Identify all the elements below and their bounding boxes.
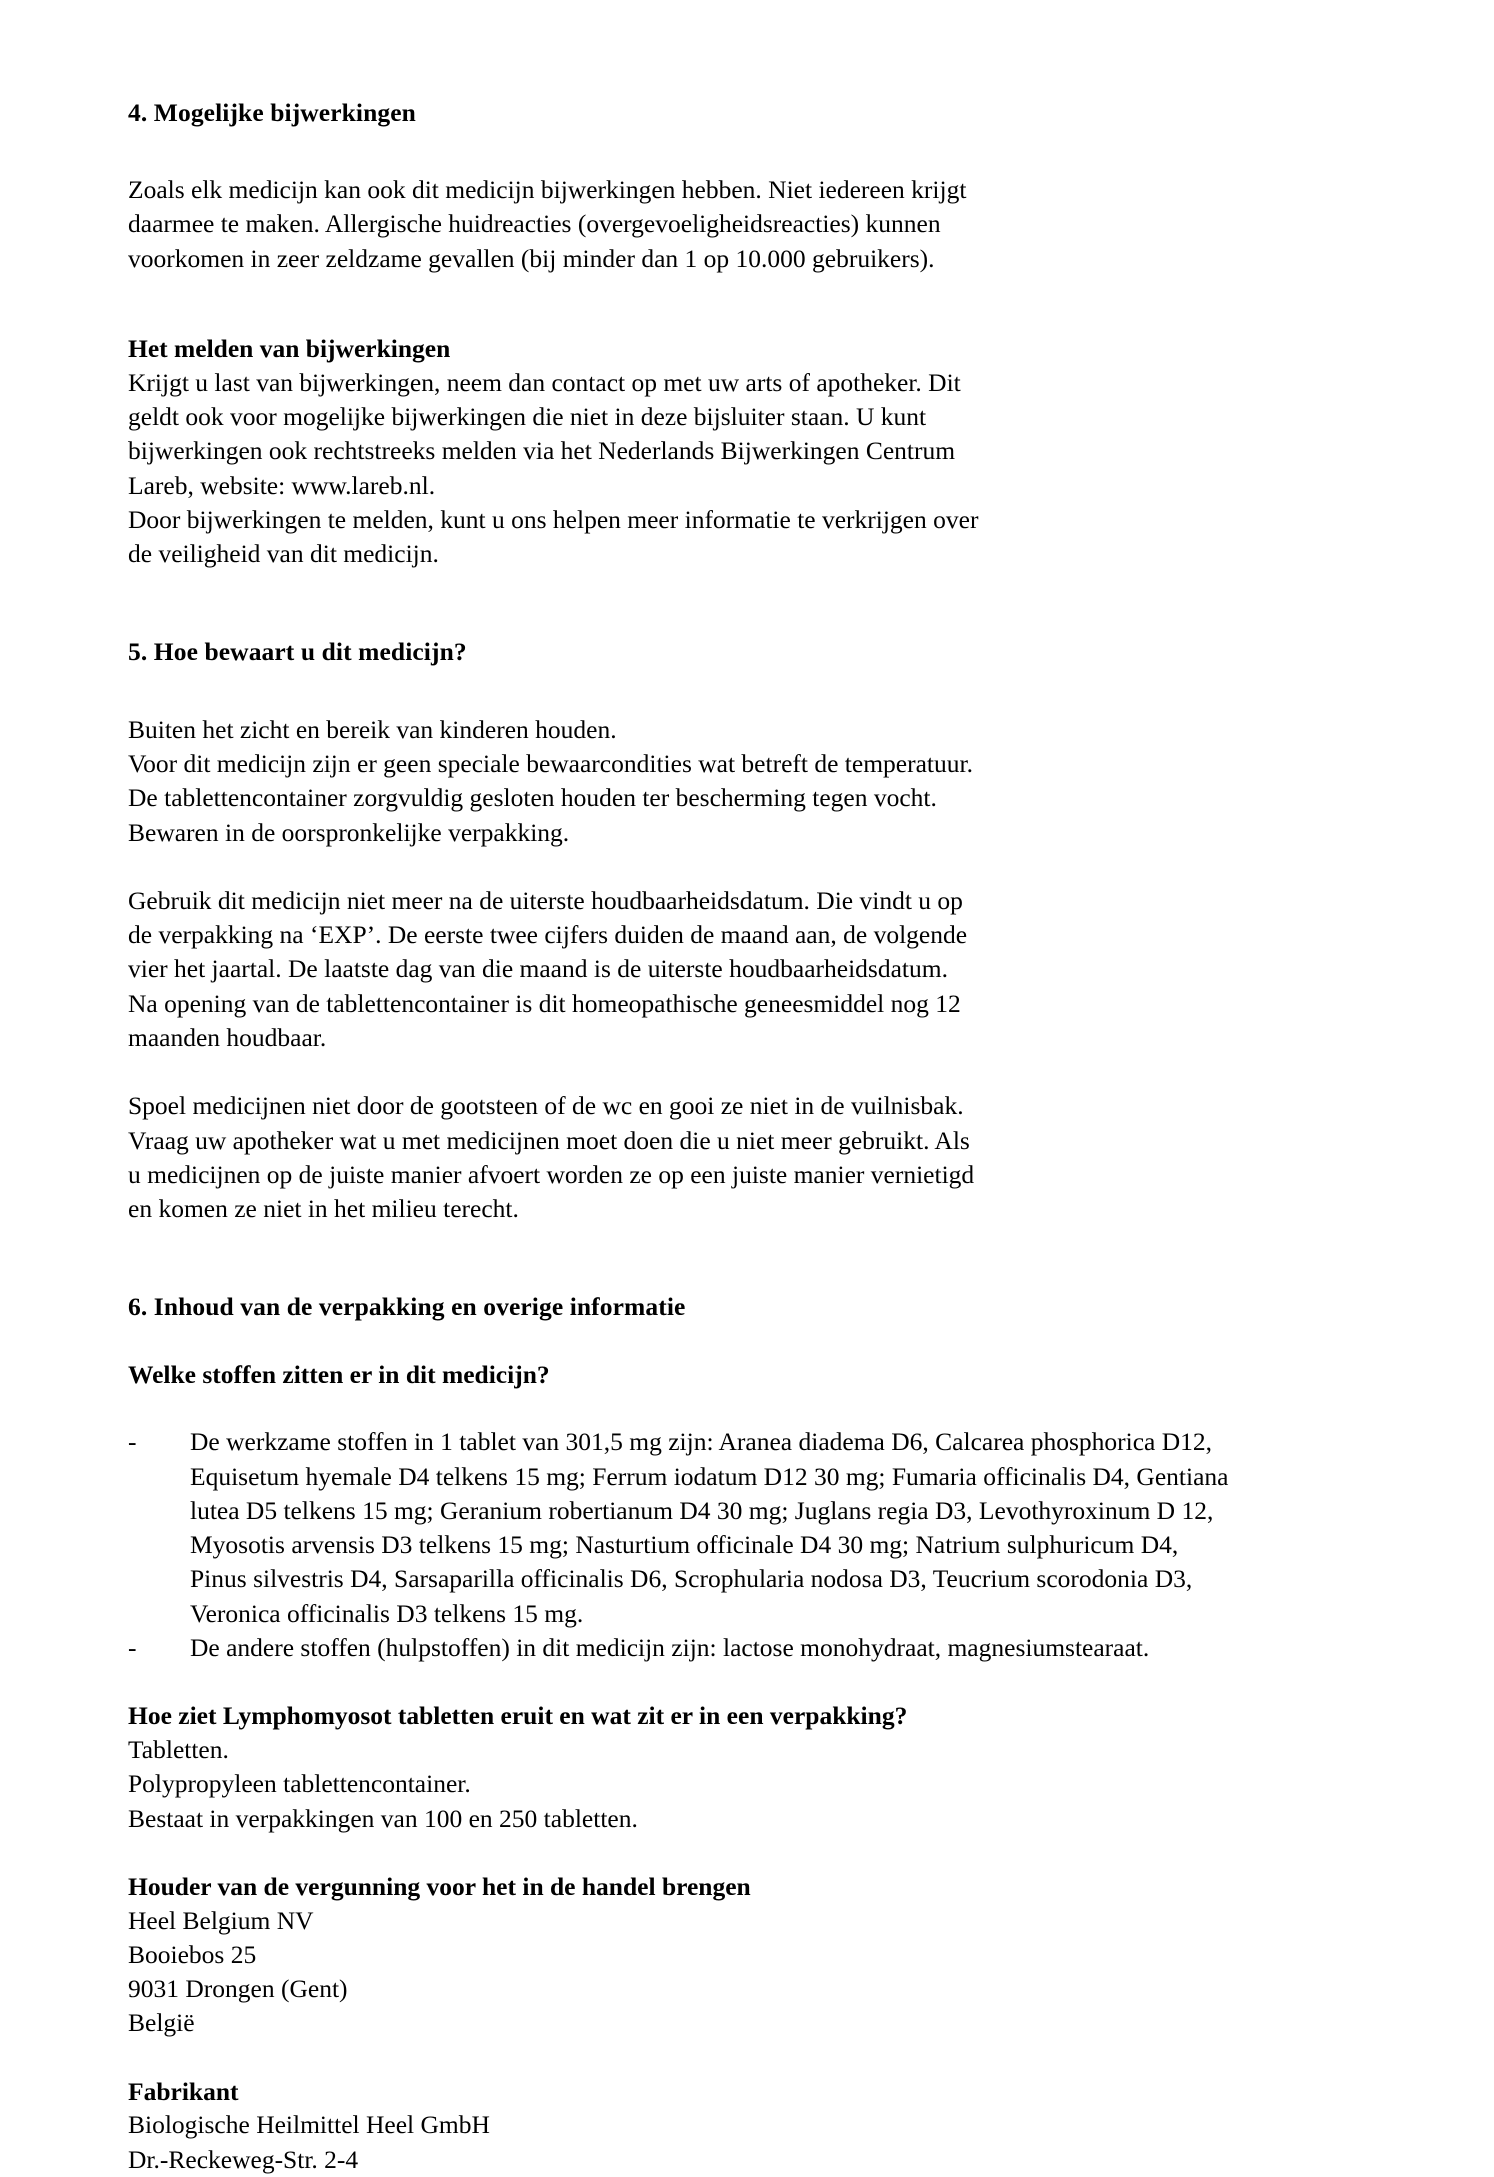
list-item [128, 1425, 1240, 1631]
manufacturer-line: Biologische Heilmittel Heel GmbH [128, 2110, 490, 2140]
spacer [128, 2041, 1348, 2075]
list-bullet-marker: - [128, 1633, 137, 1663]
storage-paragraph-3: De tablettencontainer zorgvuldig gesloten houden ter bescherming tegen vocht. Bewaren in de oorspronkelijke verpakking. [128, 783, 937, 847]
storage-paragraph-5: Na opening van de tablettencontainer is dit homeopathische geneesmiddel nog 12 maanden houdbaar. [128, 988, 961, 1052]
spacer [128, 1055, 1348, 1089]
marketing-holder-line: België [128, 2008, 195, 2038]
substances-list [128, 1425, 1348, 1665]
list-item-text: De andere stoffen (hulpstoffen) in dit medicijn zijn: lactose monohydraat, magnesiumstearaat. [190, 1633, 1150, 1663]
spacer [128, 669, 1348, 713]
marketing-holder-line: Heel Belgium NV [128, 1905, 314, 1935]
spacer [128, 850, 1348, 884]
spacer [128, 129, 1348, 173]
manufacturer-line: Dr.-Reckeweg-Str. 2-4 [128, 2144, 359, 2174]
marketing-holder-line: 9031 Drongen (Gent) [128, 1974, 348, 2004]
list-item-text: De werkzame stoffen in 1 tablet van 301,5 mg zijn: Aranea diadema D6, Calcarea phosphorica D12, Equisetum hyemale D4 telkens 15 mg; Ferrum iodatum D12 30 mg; Fumaria officinalis D4, Gentiana lutea D5 telkens 15 mg; Geranium robertianum D4 30 mg; Juglans regia D3, Levothyroxinum D 12, Myosotis arvensis D3 telkens 15 mg; Nasturtium officinale D4 30 mg; Natrium sulphuricum D4, Pinus silvestris D4, Sarsaparilla officinalis D6, Scrophularia nodosa D3, Teucrium scorodonia D3, Veronica officinalis D3 telkens 15 mg. [190, 1427, 1229, 1628]
storage-paragraph-2: Voor dit medicijn zijn er geen speciale bewaarcondities wat betreft de temperatuur. [128, 748, 973, 778]
appearance-line: Bestaat in verpakkingen van 100 en 250 tabletten. [128, 1803, 638, 1833]
subheading-marketing-authorisation-holder: Houder van de vergunning voor het in de handel brengen [128, 1871, 751, 1901]
storage-paragraph-4: Gebruik dit medicijn niet meer na de uiterste houdbaarheidsdatum. Die vindt u op de verpakking na ‘EXP’. De eerste twee cijfers duiden de maand aan, de volgende vier het jaartal. De laatste dag van die maand is de uiterste houdbaarheidsdatum. [128, 885, 968, 984]
spacer [128, 1324, 1348, 1358]
spacer [128, 1836, 1348, 1870]
storage-paragraph-6: Spoel medicijnen niet door de gootsteen of de wc en gooi ze niet in de vuilnisbak. Vraag uw apotheker wat u met medicijnen moet doen die u niet meer gebruikt. Als u medicijnen op de juiste manier afvoert worden ze op een juiste manier vernietigd en komen ze niet in het milieu terecht. [128, 1091, 975, 1224]
list-bullet-marker: - [128, 1427, 137, 1457]
appearance-line: Tabletten. [128, 1735, 229, 1764]
side-effects-intro-paragraph: Zoals elk medicijn kan ook dit medicijn bijwerkingen hebben. Niet iedereen krijgt daarmee te maken. Allergische huidreacties (overgevoeligheidsreacties) kunnen voorkomen in zeer zeldzame gevallen (bij minder dan 1 op 10.000 gebruikers). [128, 175, 967, 273]
spacer [128, 1391, 1348, 1425]
subheading-manufacturer: Fabrikant [128, 2076, 239, 2106]
section-heading-contents: 6. Inhoud van de verpakking en overige informatie [128, 1292, 686, 1322]
list-item [128, 1631, 1240, 1665]
document-content [128, 96, 1348, 2177]
subheading-substances: Welke stoffen zitten er in dit medicijn? [128, 1359, 550, 1389]
spacer [128, 1665, 1348, 1699]
subheading-reporting-side-effects: Het melden van bijwerkingen [128, 334, 451, 364]
reporting-paragraph-1: Krijgt u last van bijwerkingen, neem dan contact op met uw arts of apotheker. Dit geldt ook voor mogelijke bijwerkingen die niet in deze bijsluiter staan. U kunt bijwerkingen ook rechtstreeks melden via het Nederlands Bijwerkingen Centrum Lareb, website: www.lareb.nl. [128, 367, 961, 500]
subheading-appearance: Hoe ziet Lymphomyosot tabletten eruit en wat zit er in een verpakking? [128, 1701, 908, 1731]
storage-paragraph-1: Buiten het zicht en bereik van kinderen houden. [128, 714, 617, 744]
spacer [128, 276, 1348, 332]
reporting-paragraph-2: Door bijwerkingen te melden, kunt u ons helpen meer informatie te verkrijgen over de veiligheid van dit medicijn. [128, 504, 979, 569]
section-heading-side-effects: 4. Mogelijke bijwerkingen [128, 98, 416, 127]
section-heading-storage: 5. Hoe bewaart u dit medicijn? [128, 637, 467, 667]
spacer [128, 571, 1348, 635]
marketing-holder-line: Booiebos 25 [128, 1939, 257, 1969]
appearance-line: Polypropyleen tablettencontainer. [128, 1769, 471, 1799]
spacer [128, 1226, 1348, 1290]
